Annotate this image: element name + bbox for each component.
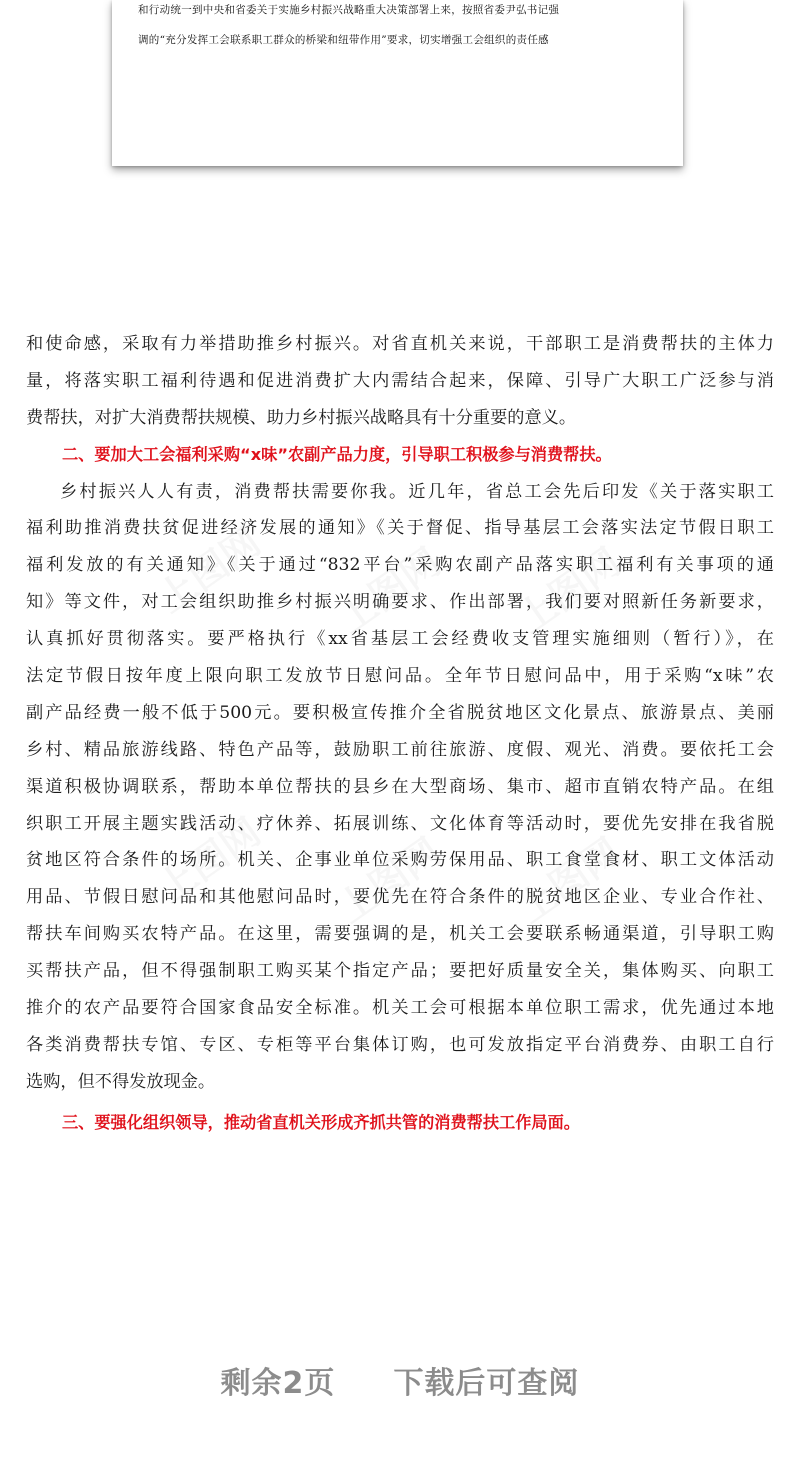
paragraph-line: 福利发放的有关通知》《关于通过“832平台”采购农副产品落实职工福利有关事项的通 [26,555,774,576]
paragraph-line: 乡村振兴人人有责，消费帮扶需要你我。近几年，省总工会先后印发《关于落实职工 [60,481,774,502]
paragraph-line: 量，将落实职工福利待遇和促进消费扩大内需结合起来，保障、引导广大职工广泛参与消 [26,370,774,391]
remaining-pages-label: 剩余2页 [220,1366,336,1401]
paragraph-line: 贫地区符合条件的场所。机关、企事业单位采购劳保用品、职工食堂食材、职工文体活动 [26,850,774,871]
card-text-line: 调的“充分发挥工会联系职工群众的桥梁和纽带作用”要求，切实增强工会组织的责任感 [138,34,549,46]
paragraph-line: 法定节假日按年度上限向职工发放节日慰问品。全年节日慰问品中，用于采购“x味”农 [26,666,774,687]
download-to-view-label: 下载后可查阅 [393,1366,580,1401]
paragraph-line: 和使命感，采取有力举措助推乡村振兴。对省直机关来说，干部职工是消费帮扶的主体力 [26,334,774,354]
document-page-preview [112,0,683,166]
paragraph-line: 乡村、精品旅游线路、特色产品等，鼓励职工前往旅游、度假、观光、消费。要依托工会 [26,739,774,760]
paragraph-line: 认真抓好贯彻落实。要严格执行《xx省基层工会经费收支管理实施细则（暂行）》，在 [26,629,774,650]
card-text-line: 和行动统一到中央和省委关于实施乡村振兴战略重大决策部署上来，按照省委尹弘书记强 [138,4,560,16]
paragraph-line: 福利助推消费扶贫促进经济发展的通知》《关于督促、指导基层工会落实法定节假日职工 [26,518,774,539]
section-heading-3: 三、要强化组织领导，推动省直机关形成齐抓共管的消费帮扶工作局面。 [62,1112,580,1132]
remaining-pages-notice[interactable] [0,1358,800,1408]
paragraph-line: 知》等文件，对工会组织助推乡村振兴明确要求、作出部署，我们要对照新任务新要求， [26,592,774,613]
paragraph-line: 织职工开展主题实践活动、疗休养、拓展训练、文化体育等活动时，要优先安排在我省脱 [26,813,774,834]
document-body [26,326,774,1142]
paragraph-line: 帮扶车间购买农特产品。在这里，需要强调的是，机关工会要联系畅通渠道，引导职工购 [26,924,774,945]
paragraph-line: 副产品经费一般不低于500元。要积极宣传推介全省脱贫地区文化景点、旅游景点、美丽 [26,702,774,723]
paragraph-line: 选购，但不得发放现金。 [26,1071,216,1092]
paragraph-line: 各类消费帮扶专馆、专区、专柜等平台集体订购，也可发放指定平台消费券、由职工自行 [26,1034,774,1055]
paragraph-line: 用品、节假日慰问品和其他慰问品时，要优先在符合条件的脱贫地区企业、专业合作社、 [26,887,774,908]
paragraph-line: 费帮扶，对扩大消费帮扶规模、助力乡村振兴战略具有十分重要的意义。 [26,407,577,428]
paragraph-line: 推介的农产品要符合国家食品安全标准。机关工会可根据本单位职工需求，优先通过本地 [26,998,774,1019]
paragraph-line: 渠道积极协调联系，帮助本单位帮扶的县乡在大型商场、集市、超市直销农特产品。在组 [26,776,774,797]
section-heading-2: 二、要加大工会福利采购“x味”农副产品力度，引导职工积极参与消费帮扶。 [62,444,612,464]
paragraph-line: 买帮扶产品，但不得强制职工购买某个指定产品；要把好质量安全关，集体购买、向职工 [26,961,774,982]
